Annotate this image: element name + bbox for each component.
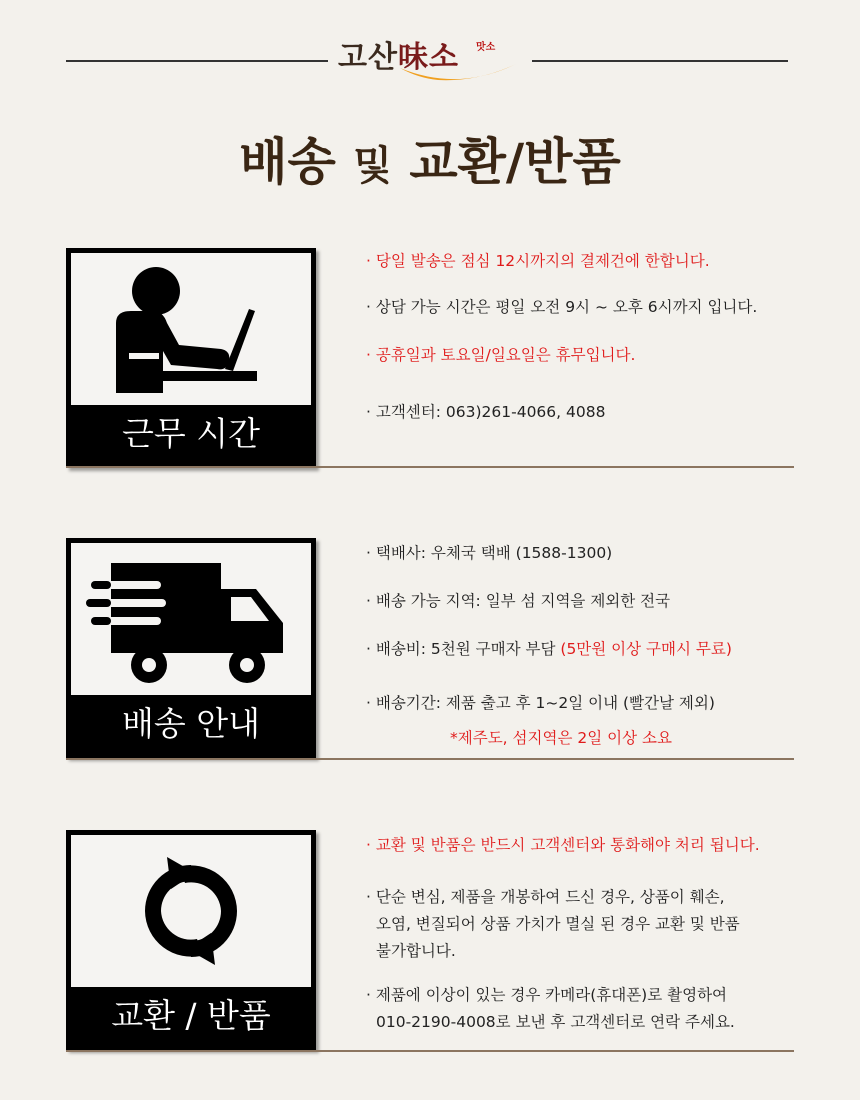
delivery-card (66, 538, 316, 758)
logo-small-text: 맛소 (476, 42, 496, 53)
brand-logo (338, 28, 522, 90)
defect-photo-note-1: · 제품에 이상이 있는 경우 카메라(휴대폰)로 촬영하여 (366, 986, 728, 1004)
logo-divider-right (532, 60, 788, 62)
title-part3: 교환/반품 (409, 132, 621, 191)
refresh-arrows-icon (71, 835, 311, 987)
working-hours-picture (71, 253, 311, 405)
logo-divider-left (66, 60, 328, 62)
courier-info: · 택배사: 우체국 택배 (1588-1300) (366, 544, 613, 562)
delivery-label: 배송 안내 (121, 704, 260, 743)
section-divider (66, 466, 794, 468)
person-at-laptop-icon (71, 253, 311, 405)
exchange-picture (71, 835, 311, 987)
delivery-truck-icon (71, 543, 311, 695)
section-exchange-return (66, 830, 794, 1054)
exchange-not-allowed-2: 오염, 변질되어 상품 가치가 멸실 된 경우 교환 및 반품 (376, 915, 740, 933)
section-divider (66, 1050, 794, 1052)
exchange-not-allowed-3: 불가합니다. (376, 942, 456, 960)
same-day-shipping-note: · 당일 발송은 점심 12시까지의 결제건에 한합니다. (366, 252, 710, 270)
logo-header (0, 28, 860, 88)
jeju-island-note: *제주도, 섬지역은 2일 이상 소요 (450, 729, 672, 747)
consultation-hours: · 상담 가능 시간은 평일 오전 9시 ~ 오후 6시까지 입니다. (366, 298, 758, 316)
customer-center-phone: · 고객센터: 063)261-4066, 4088 (366, 403, 606, 421)
exchange-contact-required: · 교환 및 반품은 반드시 고객센터와 통화해야 처리 됩니다. (366, 836, 760, 854)
defect-photo-note-2: 010-2190-4008로 보낸 후 고객센터로 연락 주세요. (376, 1013, 735, 1031)
logo-text-b: 味소 (397, 40, 459, 75)
exchange-card (66, 830, 316, 1050)
logo-swoosh-icon (398, 62, 518, 88)
shipping-fee-text: · 배송비: 5천원 구매자 부담 (366, 640, 561, 658)
delivery-picture (71, 543, 311, 695)
exchange-label: 교환 / 반품 (111, 996, 271, 1035)
working-hours-card (66, 248, 316, 468)
title-part1: 배송 (239, 132, 336, 191)
working-hours-label: 근무 시간 (121, 414, 260, 453)
delivery-period: · 배송기간: 제품 출고 후 1~2일 이내 (빨간날 제외) (366, 694, 715, 712)
shipping-fee (366, 636, 732, 663)
page-title (0, 122, 860, 194)
free-shipping-note: (5만원 이상 구매시 무료) (560, 640, 732, 658)
section-delivery-info (66, 538, 794, 760)
section-working-hours (66, 248, 794, 470)
logo-text-a: 고산 (338, 40, 398, 75)
section-divider (66, 758, 794, 760)
title-part2: 및 (353, 142, 392, 189)
delivery-area: · 배송 가능 지역: 일부 섬 지역을 제외한 전국 (366, 592, 671, 610)
exchange-not-allowed-1: · 단순 변심, 제품을 개봉하여 드신 경우, 상품이 훼손, (366, 888, 725, 906)
holiday-note: · 공휴일과 토요일/일요일은 휴무입니다. (366, 346, 636, 364)
